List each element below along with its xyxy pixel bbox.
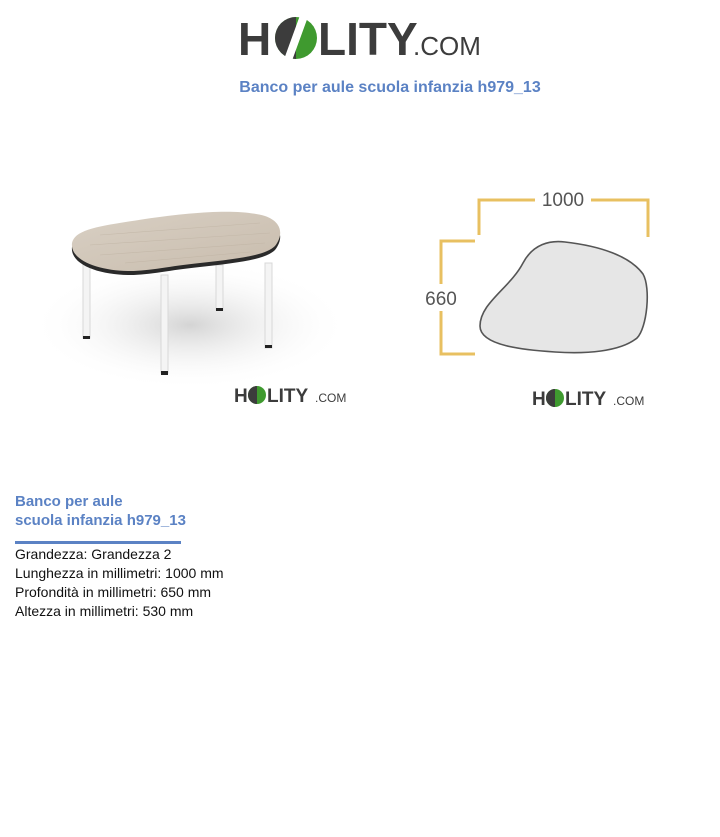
- spec-height: Altezza in millimetri: 530 mm: [15, 603, 194, 619]
- product-title: [15, 492, 186, 530]
- product-photo[interactable]: [30, 175, 370, 415]
- logo-letter-h: H: [238, 13, 272, 64]
- svg-text:HOLITY.COM: HOLITY.COM: [532, 385, 539, 386]
- spec-size: Grandezza: Grandezza 2: [15, 546, 172, 562]
- logo-suffix: .COM: [413, 31, 481, 61]
- holity-logo[interactable]: [238, 12, 483, 64]
- drawing-watermark: [532, 385, 652, 411]
- title-divider: [15, 541, 181, 544]
- watermark-o-icon: [248, 386, 266, 404]
- photo-watermark: [234, 382, 354, 408]
- logo-o-icon: [275, 15, 317, 61]
- width-label: 1000: [541, 190, 585, 211]
- svg-text:HOLITY.COM: HOLITY.COM: [234, 382, 241, 383]
- svg-text:.COM: .COM: [315, 391, 347, 405]
- svg-text:H: H: [234, 386, 248, 407]
- svg-text:.COM: .COM: [613, 394, 645, 408]
- page-title: Banco per aule scuola infanzia h979_13: [239, 79, 541, 96]
- watermark-o-icon: [546, 389, 564, 407]
- spec-length: Lunghezza in millimetri: 1000 mm: [15, 565, 224, 581]
- svg-text:H: H: [532, 389, 546, 410]
- logo-text: LITY: [318, 13, 418, 64]
- product-title-line1: Banco per aule: [15, 493, 123, 510]
- product-title-line2: scuola infanzia h979_13: [15, 512, 186, 529]
- spec-list: [15, 545, 224, 621]
- svg-text:LITY: LITY: [565, 389, 607, 410]
- dimension-drawing[interactable]: [415, 178, 675, 418]
- spec-depth: Profondità in millimetri: 650 mm: [15, 584, 212, 600]
- svg-text:LITY: LITY: [267, 386, 309, 407]
- depth-label: 660: [425, 289, 457, 310]
